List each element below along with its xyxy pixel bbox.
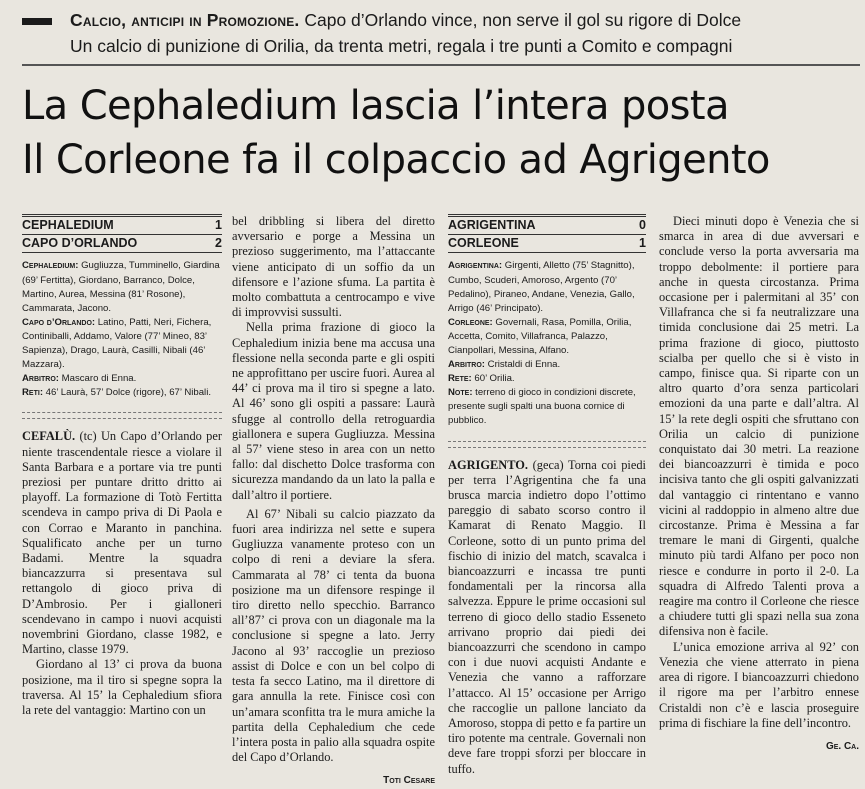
team-name: CORLEONE bbox=[448, 236, 519, 251]
paragraph: Dieci minuti dopo è Venezia che si smarca in area di due avversari e conclude verso la porta avversaria ma troppo debolmente: il portiere para anche in questa circostanza. Prima occasione per i palermitani al 35’ con Villafranca che si fa neutralizzare una timida conclusione dai 25 metri. La prima frazione di gioco, piuttosto scialba per quello che si è visto in campo, finisce qua. Si riparte con un altro quarto d’ora senza particolari emozioni da una parte e dall’altra. Al 15’ la rete degli ospiti che sfruttano con Orilia un calcio di punizione conquistato dai 30 metri. La reazione dei biancoazzurri è timida e poco incisiva tanto che gli ospiti galvanizzati dal vantaggio ci rintentano e vanno vicini al raddoppio in almeno altre due circostanze. Prima è Messina a far tremare le mani di Girgenti, qualche minuto più tardi Alfano per poco non riesce e condurre in porto il 2-0. La squadra di Alfredo Talenti prova a reagire ma contro il Corleone che riesce a chiudere tutti gli spazi nella sua zona difensiva non è facile. bbox=[659, 214, 859, 639]
lineup-label: Cephaledium: bbox=[22, 260, 79, 272]
score-box-1 bbox=[22, 214, 222, 253]
goals-text: 60’ Orilia. bbox=[471, 373, 515, 385]
referee-label: Arbitro: bbox=[22, 373, 59, 385]
paragraph: (geca) Torna coi piedi per terra l’Agrigentina che fa una brusca marcia indietro dopo l’ottimo pareggio di sabato scorso contro il Kamarat di Renato Maggio. Il Corleone, sotto di un punto prima del fischio di inizio del match, scavalca i biancoazzurri e incassa tre punti fondamentali per la rincorsa alla salvezza. Eppure le prime occasioni sul terreno di gioco dello stadio Esseneto arrivano proprio dai piedi dei biancoazzurri che scendono in campo con i due nuovi acquisti Andante e Venezia che vanno a rafforzare l’attacco. Al 15’ occasione per Arrigo che raccoglie un pallone lanciato da Amoroso, stoppa di petto e fa partire un tiro potente ma centrale. Governali non deve fare troppi sforzi per bloccare in tuffo. bbox=[448, 457, 646, 776]
dateline: CEFALÙ. bbox=[22, 429, 76, 444]
paragraph-continued: bel dribbling si libera del diretto avversario e porge a Messina un prezioso suggerimento, ma l’attaccante viene anticipato di un soffio da un difensore e l’azione sfuma. La partita è molto combattuta a centrocampo e vive di improvvisi sussulti. bbox=[232, 214, 435, 320]
lineup-label: Corleone: bbox=[448, 316, 493, 328]
separator bbox=[448, 441, 646, 448]
notes-label: Note: bbox=[448, 387, 473, 399]
team-name: CAPO D’ORLANDO bbox=[22, 236, 138, 251]
lineup-text: Governali, Rasa, Pomilla, Orilia, Accetta, Comito, Villafranca, Palazzo, Cianpollari, Messina, Alfano. bbox=[448, 316, 632, 356]
headline-line-2: Il Corleone fa il colpaccio ad Agrigento bbox=[22, 137, 770, 183]
lineup-label: Capo d’Orlando: bbox=[22, 316, 96, 328]
kicker-bar bbox=[22, 18, 52, 25]
referee-label: Arbitro: bbox=[448, 359, 485, 371]
team-row-home bbox=[22, 214, 222, 235]
column-2 bbox=[232, 214, 435, 789]
team-row-away bbox=[448, 235, 646, 253]
lineups-2 bbox=[448, 259, 646, 428]
article-1-cont bbox=[232, 214, 435, 765]
notes-text: terreno di gioco in condizioni discrete, presente sugli spalti una buona cornice di pubblico. bbox=[448, 387, 636, 427]
team-row-away bbox=[22, 235, 222, 253]
paragraph: (tc) Un Capo d’Orlando per niente trascendentale riesce a violare il Santa Barbara e a portare via tre punti preziosi per puntare dritto dritto ai playoff. La formazione di Totò Fertitta scendeva in campo priva di Di Paola e con Corrao e Maranto in panchina. Squalificato anche per un turno Badami. Mentre la squadra biancazzurra si presentava sul rettangolo di gioco priva di D’Ambrosio. Per i gialloneri scendevano in campo i nuovi acquisti novembrini Giordano, classe 1982, e Martino, classe 1979. bbox=[22, 429, 222, 657]
article-1-start bbox=[22, 429, 222, 718]
team-row-home bbox=[448, 214, 646, 235]
paragraph: L’unica emozione arriva al 92’ con Venezia che viene atterrato in piena area di rigore. I biancoazzurri chiedono il rigore ma per l’arbitro ennese Cristaldi non c’è e lascia proseguire prima di fischiare la fine dell’incontro. bbox=[659, 639, 859, 730]
lineup-text: Latino, Patti, Neri, Fichera, Continiballi, Addamo, Valore (77’ Mineo, 83’ Sapienza), Drago, Laurà, Casilli, Nibali (46’ Mazzara). bbox=[22, 316, 212, 371]
referee-text: Cristaldi di Enna. bbox=[484, 359, 561, 371]
team-score: 1 bbox=[639, 236, 646, 251]
paragraph: Al 67’ Nibali su calcio piazzato da fuori area indirizza nel sette e supera Gugliuzza vanamente proteso con un colpo di reni a deviare la sfera. Cammarata al 78’ ci tenta da buona posizione ma un difensore respinge il tiro diretto nello specchio. Barranco all’87’ ci prova con un diagonale ma la conclusione si spegne a lato. Jerry Jacono al 93’ raccoglie un prezioso assist di Dolce e con un bel colpo di testa fa secco Latino, ma il direttore di gara annulla la rete. Finisce così con un’amara sconfitta tra le mura amiche la partita della Cephaledium che cede l’intera posta in palio alla squadra ospite del Capo d’Orlando. bbox=[232, 506, 435, 765]
lineup-text: Girgenti, Alletto (75’ Stagnitto), Cumbo, Scuderi, Amoroso, Argento (70’ Pedalino), Piraneo, Andane, Venezia, Gallo, Arrigo (46’ Principato). bbox=[448, 260, 635, 314]
article-2-cont bbox=[659, 214, 859, 731]
team-score: 1 bbox=[215, 218, 222, 232]
lineup-label: Agrigentina: bbox=[448, 260, 503, 272]
goals-text: 46’ Laurà, 57’ Dolce (rigore), 67’ Nibali. bbox=[43, 387, 211, 399]
kicker-text: Capo d’Orlando vince, non serve il gol su rigore di Dolce bbox=[299, 10, 742, 30]
column-3 bbox=[448, 214, 646, 777]
team-name: AGRIGENTINA bbox=[448, 218, 536, 232]
team-score: 0 bbox=[639, 218, 646, 232]
score-box-2 bbox=[448, 214, 646, 253]
kicker-label: Calcio, anticipi in Promozione. bbox=[70, 10, 300, 30]
lineup-text: Gugliuzza, Tumminello, Giardina (69’ Fertitta), Giordano, Barranco, Dolce, Martino, Aurea, Messina (81’ Rosone), Cammarata, Jacono. bbox=[22, 260, 220, 314]
dateline: AGRIGENTO. bbox=[448, 457, 528, 472]
goals-label: Rete: bbox=[448, 373, 472, 385]
separator bbox=[22, 412, 222, 419]
top-rule bbox=[22, 64, 860, 66]
subtitle: Un calcio di punizione di Orilia, da trenta metri, regala i tre punti a Comito e compagni bbox=[70, 36, 733, 56]
referee-text: Mascaro di Enna. bbox=[58, 373, 137, 385]
headline-line-1: La Cephaledium lascia l’intera posta bbox=[22, 83, 729, 129]
author-1: Toti Cesare bbox=[383, 775, 435, 787]
goals-label: Reti: bbox=[22, 387, 44, 399]
team-name: CEPHALEDIUM bbox=[22, 218, 114, 232]
article-2-start bbox=[448, 458, 646, 777]
paragraph: Giordano al 13’ ci prova da buona posizione, ma il tiro si spegne sopra la traversa. Al 15’ la Cephaledium sfiora la rete del vantaggio: Martino con un bbox=[22, 657, 222, 717]
paragraph: Nella prima frazione di gioco la Cephaledium inizia bene ma accusa una flessione nella seconda parte e gli ospiti ne approfittano per uscire fuori. Aurea al 44’ ci prova ma il tiro si spegne a lato. Al 46’ sono gli ospiti a passare: Laurà sfugge al controllo della retroguardia giallonera e supera Gugliuzza. Messina al 57’ viene steso in area con un netto fallo: dal dischetto Dolce trasforma con sicurezza mandando da un lato la palla e dall’altro il portiere. bbox=[232, 320, 435, 502]
column-4 bbox=[659, 214, 859, 754]
author-2: Ge. Ca. bbox=[825, 740, 859, 752]
team-score: 2 bbox=[215, 236, 222, 251]
column-1 bbox=[22, 214, 222, 718]
kicker bbox=[70, 8, 860, 32]
lineups-1 bbox=[22, 259, 222, 400]
